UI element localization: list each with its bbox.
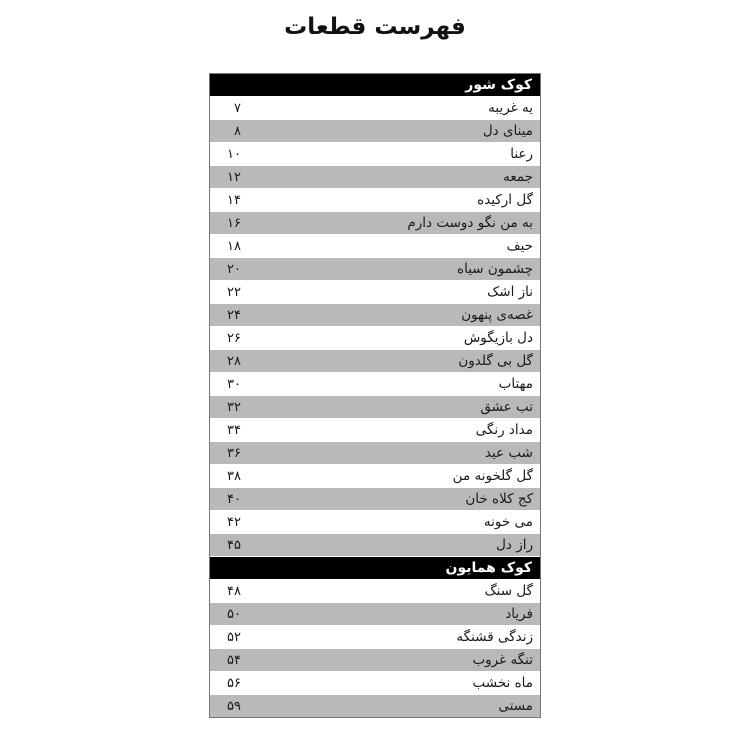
page-number: ۳۰	[227, 376, 241, 392]
song-title: مداد رنگی	[475, 422, 533, 438]
song-title: گل سنگ	[484, 583, 533, 599]
song-title: گل بی گلدون	[458, 353, 533, 369]
table-row	[210, 212, 540, 235]
table-row	[210, 626, 540, 649]
table-row	[210, 327, 540, 350]
song-title: کج کلاه خان	[465, 491, 533, 507]
table-row	[210, 603, 540, 626]
table-row	[210, 649, 540, 672]
song-title: زندگی قشنگه	[456, 629, 533, 645]
song-title: ناز اشک	[487, 284, 533, 300]
page-number: ۵۶	[227, 675, 241, 691]
table-row	[210, 258, 540, 281]
table-row	[210, 534, 540, 557]
page-number: ۴۰	[227, 491, 241, 507]
song-title: تنگه غروب	[472, 652, 533, 668]
table-row	[210, 166, 540, 189]
section-header: کوک همایون	[210, 557, 540, 580]
table-row	[210, 120, 540, 143]
song-title: مهتاب	[498, 376, 533, 392]
page-number: ۱۸	[227, 238, 241, 254]
page-number: ۴۸	[227, 583, 241, 599]
table-row	[210, 235, 540, 258]
song-title: ماه نخشب	[472, 675, 533, 691]
contents-table	[209, 73, 541, 718]
page-number: ۵۲	[227, 629, 241, 645]
page-number: ۵۴	[227, 652, 241, 668]
song-title: جمعه	[503, 169, 533, 185]
table-row	[210, 695, 540, 717]
page-number: ۳۴	[227, 422, 241, 438]
page-number: ۲۲	[227, 284, 241, 300]
song-title: دل بازیگوش	[463, 330, 533, 346]
page-number: ۱۴	[227, 192, 241, 208]
table-row	[210, 580, 540, 603]
table-row	[210, 419, 540, 442]
song-title: چشمون سیاه	[457, 261, 533, 277]
page-number: ۸	[234, 123, 241, 139]
song-title: شب عید	[484, 445, 533, 461]
table-row	[210, 143, 540, 166]
page-number: ۲۶	[227, 330, 241, 346]
table-row	[210, 672, 540, 695]
song-title: تب عشق	[480, 399, 533, 415]
page-number: ۴۵	[227, 537, 241, 553]
table-row	[210, 488, 540, 511]
song-title: حیف	[506, 238, 533, 254]
page-number: ۳۸	[227, 468, 241, 484]
song-title: می خونه	[483, 514, 533, 530]
song-title: مستی	[498, 698, 533, 714]
song-title: رعنا	[510, 146, 533, 162]
page-number: ۷	[234, 100, 241, 116]
page-number: ۲۰	[227, 261, 241, 277]
page-number: ۱۲	[227, 169, 241, 185]
table-row	[210, 189, 540, 212]
table-row	[210, 350, 540, 373]
page-number: ۱۶	[227, 215, 241, 231]
table-row	[210, 304, 540, 327]
song-title: راز دل	[496, 537, 533, 553]
table-row	[210, 511, 540, 534]
page-number: ۲۴	[227, 307, 241, 323]
song-title: گل ارکیده	[477, 192, 533, 208]
song-title: مینای دل	[482, 123, 533, 139]
page-title: فهرست قطعات	[284, 14, 466, 40]
song-title: غصه‌ی پنهون	[461, 307, 533, 323]
page-number: ۳۶	[227, 445, 241, 461]
page-number: ۳۲	[227, 399, 241, 415]
song-title: به من نگو دوست دارم	[407, 215, 533, 231]
page-number: ۴۲	[227, 514, 241, 530]
page-number: ۵۹	[227, 698, 241, 714]
song-title: گل گلخونه من	[452, 468, 533, 484]
page-number: ۱۰	[227, 146, 241, 162]
page-number: ۵۰	[227, 606, 241, 622]
page-number: ۲۸	[227, 353, 241, 369]
song-title: فریاد	[505, 606, 533, 622]
section-header: کوک شور	[210, 74, 540, 97]
table-row	[210, 281, 540, 304]
table-row	[210, 97, 540, 120]
table-row	[210, 465, 540, 488]
table-row	[210, 442, 540, 465]
table-row	[210, 373, 540, 396]
song-title: یه غریبه	[488, 100, 533, 116]
table-row	[210, 396, 540, 419]
